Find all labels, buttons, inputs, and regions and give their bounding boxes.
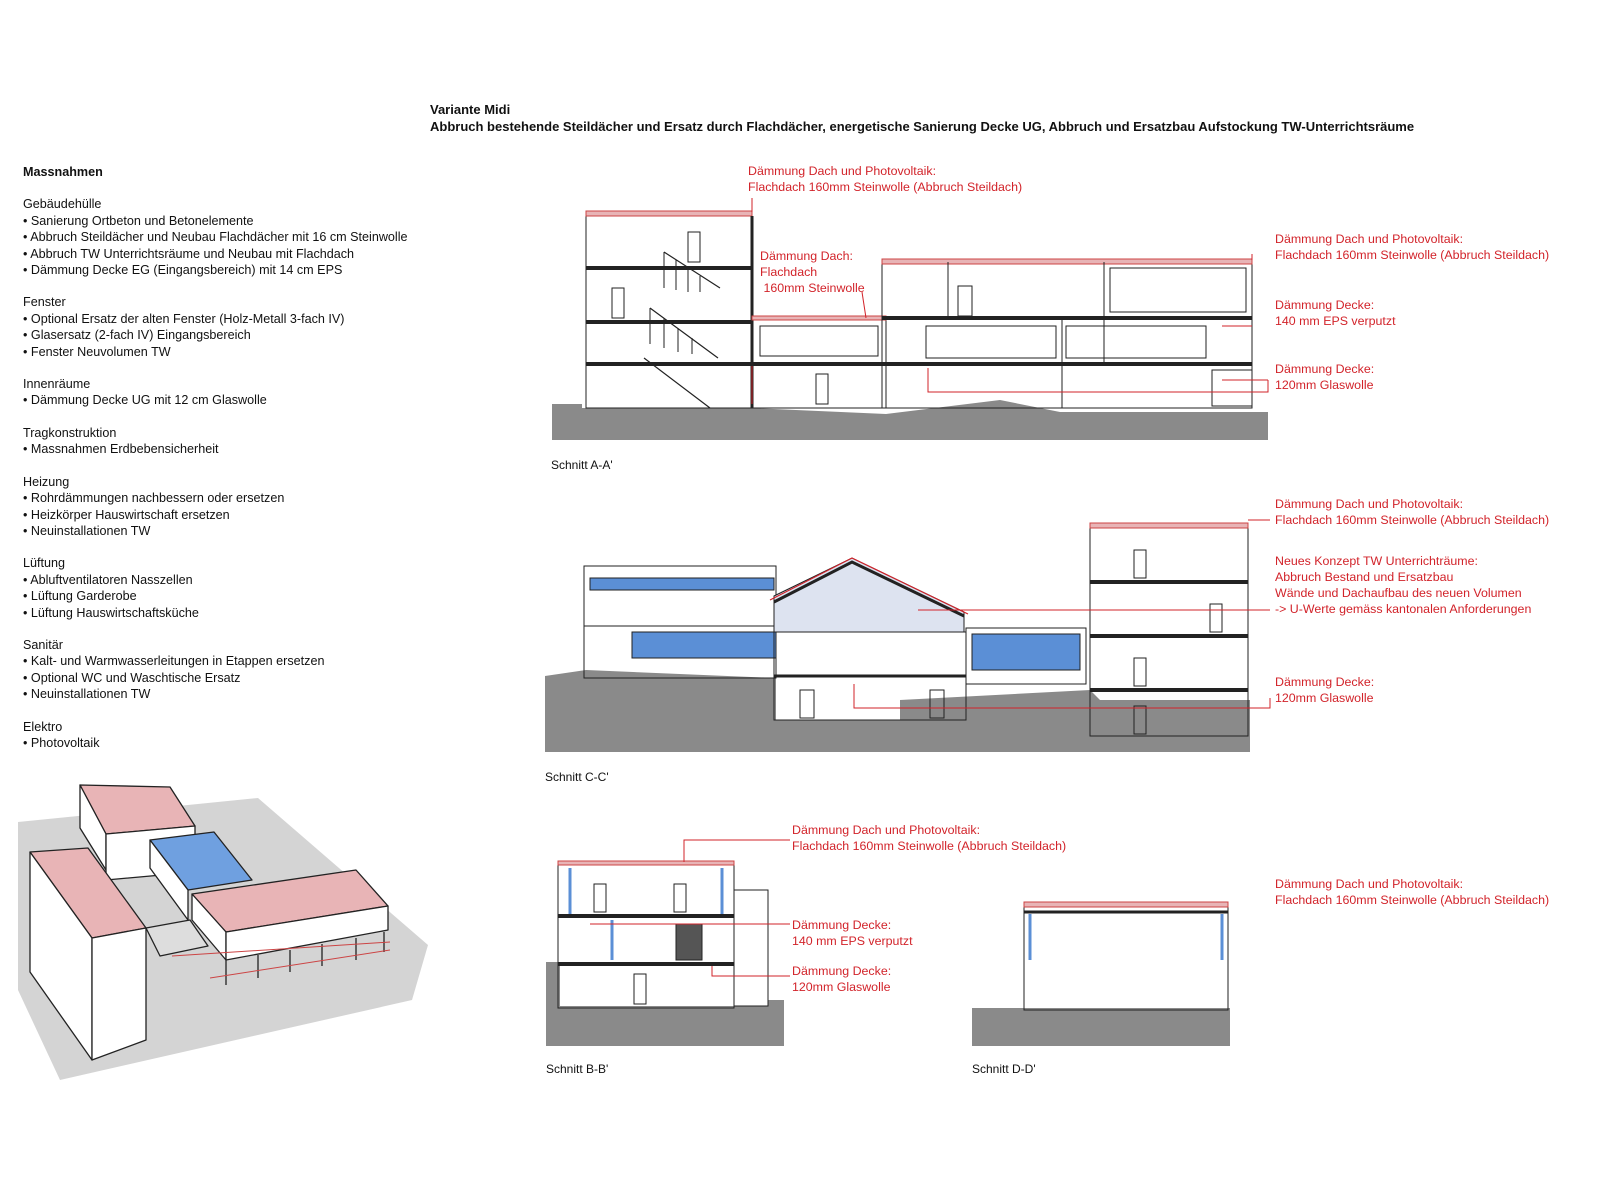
measures-item: • Massnahmen Erdbebensicherheit (23, 442, 219, 457)
cc-ground (545, 670, 1250, 752)
measures-item: • Neuinstallationen TW (23, 687, 151, 702)
measures-item: • Dämmung Decke EG (Eingangsbereich) mit 14 cm EPS (23, 263, 343, 278)
isometric-model (18, 785, 428, 1080)
aa-caption: Schnitt A-A' (551, 458, 613, 472)
measures-item: • Abbruch Steildächer und Neubau Flachdächer mit 16 cm Steinwolle (23, 230, 408, 245)
aa-ground (552, 400, 1268, 440)
measures-group-title: Sanitär (23, 637, 63, 652)
measures-item: • Optional WC und Waschtische Ersatz (23, 670, 241, 685)
section-aa (552, 211, 1268, 440)
measures-item: • Dämmung Decke UG mit 12 cm Glaswolle (23, 393, 267, 408)
page-title: Variante Midi (430, 102, 511, 117)
cc-note-roof: Dämmung Dach und Photovoltaik: Flachdach 160mm Steinwolle (Abbruch Steildach) (1275, 497, 1550, 527)
aa-note-roof-mid: Dämmung Dach: Flachdach 160mm Steinwolle (760, 249, 865, 295)
bb-note-roof: Dämmung Dach und Photovoltaik: Flachdach 160mm Steinwolle (Abbruch Steildach) (792, 823, 1067, 853)
dd-ground (972, 1008, 1230, 1046)
measures-group-title: Lüftung (23, 556, 66, 571)
bb-note-ceiling-glass: Dämmung Decke: 120mm Glaswolle (792, 964, 892, 994)
measures-item: • Lüftung Hauswirtschaftsküche (23, 605, 199, 620)
measures-group-title: Elektro (23, 719, 63, 734)
cc-note-ceiling-glass: Dämmung Decke: 120mm Glaswolle (1275, 675, 1375, 705)
dd-note-roof: Dämmung Dach und Photovoltaik: Flachdach 160mm Steinwolle (Abbruch Steildach) (1275, 877, 1550, 907)
measures-item: • Glasersatz (2-fach IV) Eingangsbereich (23, 328, 251, 343)
measures-item: • Photovoltaik (23, 735, 100, 750)
page-subtitle: Abbruch bestehende Steildächer und Ersatz durch Flachdächer, energetische Sanierung Decke UG, Abbruch und Ersatzbau Aufstockung TW-Unterrichtsräume (430, 119, 1415, 134)
measures-item: • Kalt- und Warmwasserleitungen in Etappen ersetzen (23, 654, 325, 669)
measures-item: • Rohrdämmungen nachbessern oder ersetzen (23, 491, 285, 506)
section-bb (546, 861, 784, 1046)
measures-heading: Massnahmen (23, 165, 103, 179)
bb-ground (546, 962, 784, 1046)
bb-caption: Schnitt B-B' (546, 1062, 609, 1076)
section-dd (972, 902, 1230, 1046)
measures-item: • Neuinstallationen TW (23, 523, 151, 538)
measures-group-title: Gebäudehülle (23, 197, 102, 212)
measures-item: • Abbruch TW Unterrichtsräume und Neubau mit Flachdach (23, 246, 355, 261)
measures-item: • Optional Ersatz der alten Fenster (Holz-Metall 3-fach IV) (23, 311, 345, 326)
cc-caption: Schnitt C-C' (545, 770, 609, 784)
bb-note-ceiling-eps: Dämmung Decke: 140 mm EPS verputzt (792, 918, 913, 948)
aa-note-roof-right: Dämmung Dach und Photovoltaik: Flachdach 160mm Steinwolle (Abbruch Steildach) (1275, 232, 1550, 262)
section-cc (545, 523, 1250, 752)
dd-caption: Schnitt D-D' (972, 1062, 1036, 1076)
measures-item: • Sanierung Ortbeton und Betonelemente (23, 213, 254, 228)
measures-item: • Heizkörper Hauswirtschaft ersetzen (23, 507, 230, 522)
measures-group-title: Innenräume (23, 377, 91, 392)
aa-note-ceiling-eps: Dämmung Decke: 140 mm EPS verputzt (1275, 298, 1396, 328)
aa-note-ceiling-glass: Dämmung Decke: 120mm Glaswolle (1275, 362, 1375, 392)
measures-group-title: Fenster (23, 295, 66, 310)
measures-item: • Fenster Neuvolumen TW (23, 344, 171, 359)
measures-group-title: Heizung (23, 474, 70, 489)
measures-item: • Abluftventilatoren Nasszellen (23, 572, 193, 587)
measures-group-title: Tragkonstruktion (23, 425, 117, 440)
measures-item: • Lüftung Garderobe (23, 589, 137, 604)
aa-note-roof-top: Dämmung Dach und Photovoltaik: Flachdach 160mm Steinwolle (Abbruch Steildach) (748, 164, 1023, 194)
aa-leaders (752, 198, 1268, 404)
cc-note-concept: Neues Konzept TW Unterrichträume: Abbruch Bestand und Ersatzbau Wände und Dachaufbau des neuen Volumen -> U-Werte gemäss kantonalen Anforderungen (1275, 554, 1532, 616)
